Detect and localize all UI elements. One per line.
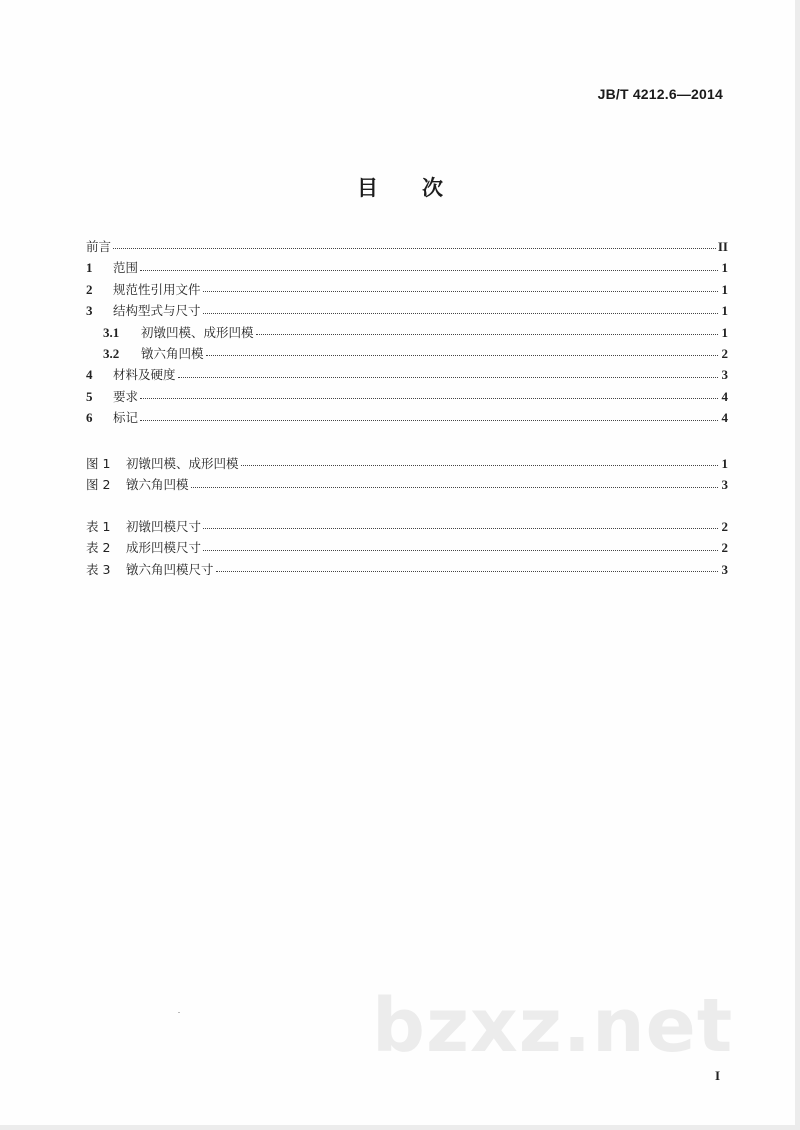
table-num: 表 1	[86, 519, 111, 534]
leader-dots	[140, 269, 718, 271]
toc-figure-1[interactable]	[86, 453, 728, 474]
toc-figures	[86, 453, 728, 496]
toc-page: II	[717, 239, 728, 254]
scan-speck	[178, 1012, 180, 1013]
toc-num: 3.2	[103, 345, 120, 361]
toc-table-3[interactable]	[86, 559, 728, 580]
leader-dots	[191, 486, 718, 488]
toc-entry-5[interactable]	[86, 386, 728, 407]
toc-label: 范围	[113, 260, 139, 276]
table-page: 2	[721, 519, 728, 534]
leader-dots	[140, 419, 718, 421]
table-num: 表 3	[86, 561, 111, 577]
figure-page: 1	[721, 456, 728, 471]
toc-entry-3[interactable]	[86, 300, 728, 321]
toc-page: 1	[721, 303, 728, 319]
toc-num: 6	[86, 410, 93, 426]
page-number: I	[714, 1068, 720, 1083]
toc-tables	[86, 516, 728, 580]
leader-dots	[140, 397, 718, 399]
title-char-1: 目	[357, 176, 378, 200]
toc-entry-3-2[interactable]	[86, 343, 728, 364]
toc-entry-4[interactable]	[86, 364, 728, 385]
standard-code: JB/T 4212.6—2014	[597, 86, 723, 102]
toc-label: 材料及硬度	[113, 367, 176, 383]
toc-label: 镦六角凹模	[141, 345, 204, 361]
toc-label: 结构型式与尺寸	[113, 303, 201, 319]
leader-dots	[203, 312, 718, 314]
leader-dots	[178, 376, 718, 378]
toc-num: 3	[86, 303, 93, 319]
table-num: 表 2	[86, 540, 111, 556]
leader-dots	[241, 464, 718, 466]
toc-table-2[interactable]	[86, 537, 728, 558]
toc-entry-2[interactable]	[86, 279, 728, 300]
toc-page: 3	[721, 367, 728, 383]
page-title	[0, 172, 800, 202]
toc-num: 3.1	[103, 324, 120, 340]
watermark: bzxz.net	[372, 983, 734, 1069]
table-label: 成形凹模尺寸	[126, 540, 202, 556]
toc-label: 前言	[86, 239, 112, 254]
toc-table-1[interactable]	[86, 516, 728, 537]
toc-figure-2[interactable]	[86, 474, 728, 495]
figure-num: 图 1	[86, 456, 111, 471]
toc-page: 1	[721, 260, 728, 276]
leader-dots	[256, 333, 718, 335]
toc-page: 2	[721, 345, 728, 361]
toc-num: 1	[86, 260, 93, 276]
leader-dots	[206, 354, 718, 356]
figure-label: 镦六角凹模	[126, 477, 189, 493]
toc-page: 1	[721, 281, 728, 297]
toc-label: 要求	[113, 388, 139, 404]
table-page: 3	[721, 561, 728, 577]
toc-entry-1[interactable]	[86, 257, 728, 278]
leader-dots	[203, 290, 718, 292]
toc-num: 4	[86, 367, 93, 383]
toc-page: 1	[721, 324, 728, 340]
toc-label: 初镦凹模、成形凹模	[141, 324, 254, 340]
figure-num: 图 2	[86, 477, 111, 493]
toc-entry-3-1[interactable]	[86, 322, 728, 343]
toc-entry-6[interactable]	[86, 407, 728, 428]
leader-dots	[203, 549, 718, 551]
toc-num: 2	[86, 281, 93, 297]
toc-label: 标记	[113, 410, 139, 426]
toc-page: 4	[721, 388, 728, 404]
toc-sections	[86, 236, 728, 429]
toc-entry-foreword[interactable]	[86, 236, 728, 257]
leader-dots	[113, 247, 716, 249]
table-label: 初镦凹模尺寸	[126, 519, 202, 534]
leader-dots	[216, 570, 718, 572]
table-page: 2	[721, 540, 728, 556]
figure-label: 初镦凹模、成形凹模	[126, 456, 239, 471]
table-label: 镦六角凹模尺寸	[126, 561, 214, 577]
figure-page: 3	[721, 477, 728, 493]
title-char-2: 次	[422, 176, 443, 200]
toc-num: 5	[86, 388, 93, 404]
leader-dots	[203, 527, 718, 529]
toc-page: 4	[721, 410, 728, 426]
toc-label: 规范性引用文件	[113, 281, 201, 297]
